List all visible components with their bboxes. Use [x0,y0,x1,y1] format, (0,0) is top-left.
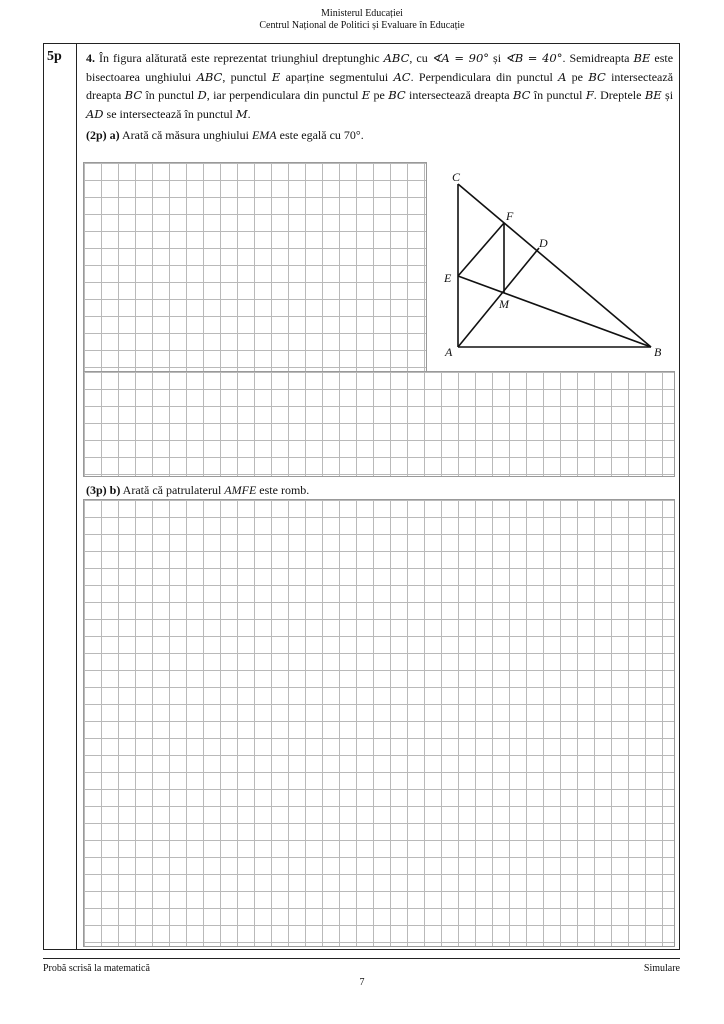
footer-session: Simulare [643,963,680,974]
part-a-label: a) [109,128,120,142]
label-e: E [444,271,452,285]
page-header [0,8,724,32]
label-f: F [506,209,514,223]
label-m: M [499,297,509,311]
answer-grid-a-lower[interactable] [83,371,675,477]
problem-points: 5p [47,49,62,64]
footer-divider [43,958,680,959]
part-b-question: (3p) b) Arată că patrulaterul AMFE este romb. [86,483,310,497]
part-a-question: (2p) a) Arată că măsura unghiului EMA este egală cu 70°. [86,128,364,142]
page-number: 7 [359,977,365,988]
header-ministry: Ministerul Educației [321,8,403,19]
label-b: B [654,345,662,359]
side-bc [458,184,651,347]
points-column-divider [76,43,77,950]
part-b-label: b) [109,483,121,497]
statement-body: În figura alăturată este reprezentat triunghiul dreptunghic ABC, cu ∢A = 90° și ∢B = 40°. Semidreapta BE este bisectoarea unghiului ABC, punctul E aparține segmentului AC. Perpendiculara din punctul A pe BC intersectează dreapta BC în punctul D, iar perpendiculara din punctul E pe BC intersectează dreapta BC în punctul F. Dreptele BE și AD se intersectează în punctul M. [86,51,674,121]
part-b-points: (3p) [86,483,107,497]
label-c: C [452,170,461,184]
footer-exam-name: Probă scrisă la matematică [43,963,150,974]
answer-grid-b[interactable] [83,499,675,947]
segment-ef [458,223,504,276]
problem-statement [86,49,673,123]
answer-grid-a-upper[interactable] [83,162,427,372]
header-center: Centrul Național de Politici și Evaluare în Educație [259,20,465,31]
triangle-figure [436,162,676,370]
problem-number: 4. [86,51,95,65]
part-a-points: (2p) [86,128,107,142]
label-d: D [539,236,548,250]
label-a: A [445,345,453,359]
